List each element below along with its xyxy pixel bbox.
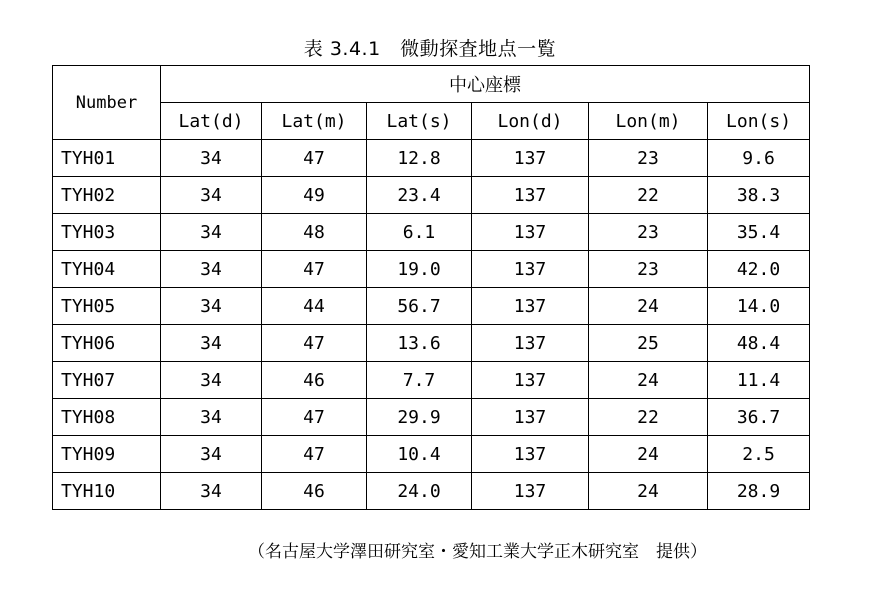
- lat-min-cell: 47: [262, 436, 367, 473]
- lat-sec-cell: 19.0: [367, 251, 472, 288]
- point-id-cell: TYH07: [53, 362, 161, 399]
- point-id-cell: TYH09: [53, 436, 161, 473]
- table-row: [53, 177, 810, 214]
- lat-deg-cell: 34: [161, 177, 262, 214]
- header-row-group: [53, 66, 810, 103]
- point-id-cell: TYH01: [53, 140, 161, 177]
- table-row: [53, 325, 810, 362]
- lon-min-cell: 24: [589, 473, 708, 510]
- source-credit: （名古屋大学澤田研究室・愛知工業大学正木研究室 提供）: [248, 542, 707, 562]
- lat-sec-cell: 24.0: [367, 473, 472, 510]
- table-row: [53, 251, 810, 288]
- lon-deg-cell: 137: [472, 325, 589, 362]
- point-id-cell: TYH03: [53, 214, 161, 251]
- table-row: [53, 214, 810, 251]
- lon-deg-cell: 137: [472, 214, 589, 251]
- lat-min-cell: 47: [262, 325, 367, 362]
- lon-min-cell: 23: [589, 140, 708, 177]
- column-header-lon-m: Lon(m): [589, 103, 708, 140]
- lon-sec-cell: 35.4: [708, 214, 810, 251]
- lat-deg-cell: 34: [161, 473, 262, 510]
- lon-deg-cell: 137: [472, 288, 589, 325]
- lat-sec-cell: 7.7: [367, 362, 472, 399]
- lon-sec-cell: 14.0: [708, 288, 810, 325]
- lat-min-cell: 48: [262, 214, 367, 251]
- table-row: [53, 288, 810, 325]
- lat-sec-cell: 13.6: [367, 325, 472, 362]
- table-caption: 表 3.4.1 微動探査地点一覧: [303, 38, 557, 60]
- lon-sec-cell: 28.9: [708, 473, 810, 510]
- column-header-lat-s: Lat(s): [367, 103, 472, 140]
- table-row: [53, 436, 810, 473]
- table-row: [53, 399, 810, 436]
- lon-deg-cell: 137: [472, 436, 589, 473]
- column-header-lat-d: Lat(d): [161, 103, 262, 140]
- number-column-header: Number: [53, 66, 161, 140]
- lat-deg-cell: 34: [161, 288, 262, 325]
- lon-sec-cell: 42.0: [708, 251, 810, 288]
- lon-sec-cell: 11.4: [708, 362, 810, 399]
- lon-min-cell: 23: [589, 214, 708, 251]
- lon-min-cell: 23: [589, 251, 708, 288]
- lat-min-cell: 47: [262, 140, 367, 177]
- lon-deg-cell: 137: [472, 251, 589, 288]
- lat-sec-cell: 12.8: [367, 140, 472, 177]
- center-coordinates-header: 中心座標: [161, 66, 810, 103]
- lat-deg-cell: 34: [161, 251, 262, 288]
- table-body: [53, 140, 810, 510]
- column-header-lat-m: Lat(m): [262, 103, 367, 140]
- table-row: [53, 473, 810, 510]
- table-row: [53, 362, 810, 399]
- point-id-cell: TYH06: [53, 325, 161, 362]
- point-id-cell: TYH04: [53, 251, 161, 288]
- lat-min-cell: 47: [262, 399, 367, 436]
- lat-sec-cell: 10.4: [367, 436, 472, 473]
- lat-deg-cell: 34: [161, 325, 262, 362]
- lat-deg-cell: 34: [161, 399, 262, 436]
- lat-deg-cell: 34: [161, 140, 262, 177]
- column-header-lon-s: Lon(s): [708, 103, 810, 140]
- lon-min-cell: 24: [589, 288, 708, 325]
- lat-sec-cell: 56.7: [367, 288, 472, 325]
- lon-min-cell: 25: [589, 325, 708, 362]
- lat-min-cell: 49: [262, 177, 367, 214]
- lon-min-cell: 22: [589, 177, 708, 214]
- lon-min-cell: 24: [589, 436, 708, 473]
- lat-min-cell: 46: [262, 362, 367, 399]
- survey-points-table: [52, 65, 810, 510]
- point-id-cell: TYH02: [53, 177, 161, 214]
- lat-sec-cell: 29.9: [367, 399, 472, 436]
- lat-sec-cell: 23.4: [367, 177, 472, 214]
- point-id-cell: TYH08: [53, 399, 161, 436]
- lat-deg-cell: 34: [161, 362, 262, 399]
- lon-sec-cell: 2.5: [708, 436, 810, 473]
- lat-min-cell: 44: [262, 288, 367, 325]
- table-row: [53, 140, 810, 177]
- lon-deg-cell: 137: [472, 140, 589, 177]
- lon-deg-cell: 137: [472, 177, 589, 214]
- lon-deg-cell: 137: [472, 473, 589, 510]
- lon-sec-cell: 9.6: [708, 140, 810, 177]
- lat-min-cell: 46: [262, 473, 367, 510]
- lat-deg-cell: 34: [161, 436, 262, 473]
- lat-deg-cell: 34: [161, 214, 262, 251]
- lon-sec-cell: 36.7: [708, 399, 810, 436]
- lat-sec-cell: 6.1: [367, 214, 472, 251]
- column-header-lon-d: Lon(d): [472, 103, 589, 140]
- lon-sec-cell: 38.3: [708, 177, 810, 214]
- point-id-cell: TYH05: [53, 288, 161, 325]
- lon-deg-cell: 137: [472, 399, 589, 436]
- header-row-columns: [53, 103, 810, 140]
- point-id-cell: TYH10: [53, 473, 161, 510]
- lon-min-cell: 24: [589, 362, 708, 399]
- lon-min-cell: 22: [589, 399, 708, 436]
- lat-min-cell: 47: [262, 251, 367, 288]
- lon-deg-cell: 137: [472, 362, 589, 399]
- lon-sec-cell: 48.4: [708, 325, 810, 362]
